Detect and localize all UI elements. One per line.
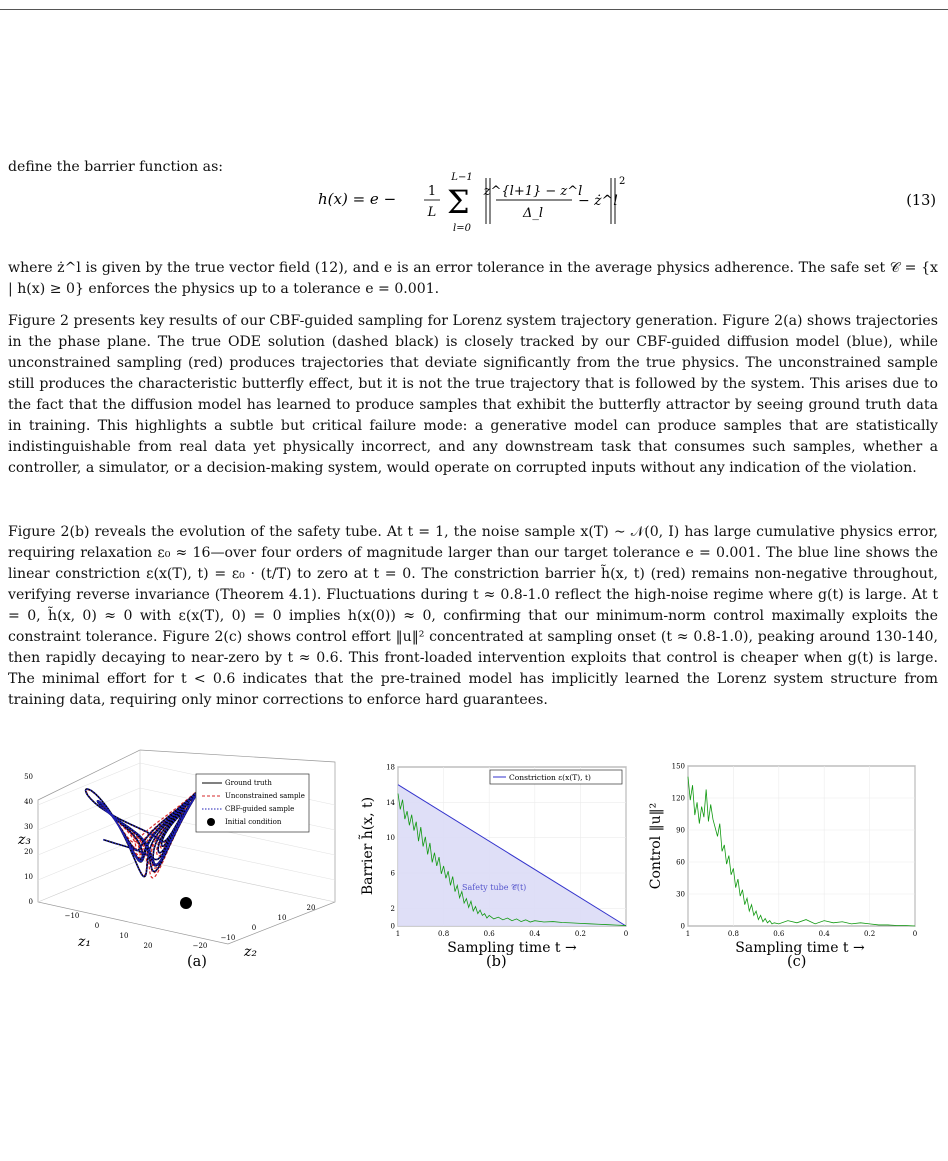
panel-c-ytick-label: 30	[676, 890, 685, 899]
legend-initial-swatch	[207, 818, 215, 826]
panel-b-xtick-label: 0.6	[483, 930, 495, 938]
panel-a-phase-plot	[17, 750, 335, 960]
z-tick-50: 50	[24, 773, 33, 781]
panel-c-ytick-label: 120	[671, 794, 685, 803]
header-rule	[0, 9, 948, 10]
y-tick-10: 10	[277, 914, 287, 922]
z-tick-40: 40	[24, 798, 33, 806]
panel-b-ylabel: Barrier h̃(x, t)	[360, 796, 376, 896]
legend-unconstrained: Unconstrained sample	[225, 792, 305, 800]
panel-a-back-edge-2	[140, 860, 335, 902]
panel-b-xtick-label: 0.2	[574, 930, 586, 938]
z-tick-30: 30	[24, 823, 33, 831]
caption-a: (a)	[187, 954, 207, 970]
panel-a-back-edge	[38, 860, 140, 902]
y-tick-m10: −10	[220, 934, 236, 942]
x-tick-20: 20	[143, 942, 153, 950]
panel-c-ytick-label: 90	[676, 826, 685, 835]
x-tick-10: 10	[119, 932, 129, 940]
panel-b-xtick-label: 1	[395, 930, 401, 938]
panel-b-ytick-label: 2	[390, 904, 395, 913]
panel-c-xtick-label: 0	[912, 930, 918, 938]
safety-tube-label: Safety tube 𝒞̃(t)	[462, 883, 527, 892]
y-tick-20: 20	[306, 904, 316, 912]
panel-b-ytick-label: 14	[386, 798, 395, 807]
panel-c-ylabel: Control ‖u‖²	[648, 802, 664, 890]
panel-b-barrier-plot	[358, 764, 628, 957]
caption-c: (c)	[787, 954, 807, 970]
panel-a-ylabel: z₂	[244, 944, 257, 960]
control-effort-line	[688, 777, 915, 926]
panel-c-xtick-label: 0.8	[727, 930, 739, 938]
panel-c-xtick-label: 0.4	[818, 930, 830, 938]
eq-inner-tail: − ż^l	[578, 193, 618, 209]
panel-c-ytick-label: 0	[680, 922, 685, 931]
panel-b-xtick-label: 0	[623, 930, 629, 938]
panel-c-xtick-label: 0.2	[864, 930, 876, 938]
z-tick-10: 10	[24, 873, 33, 881]
legend-initial: Initial condition	[225, 818, 282, 826]
safety-tube-paragraph: Figure 2(b) reveals the evolution of the safety tube. At t = 1, the noise sample x(T) ∼ 𝒩(0, I) has large cumulative physics error, requiring relaxation ε₀ ≈ 16—over four orders of magnitude larger than our target tolerance e = 0.001. The blue line shows the linear constriction ε(x(T), t) = ε₀ · (t/T) to zero at t = 0. The constriction barrier h̃(x, t) (red) remains non-negative throughout, verifying reverse invariance (Theorem 4.1). Fluctuations during t ≈ 0.8-1.0 reflect the high-noise regime where g(t) is large. At t = 0, h̃(x, 0) ≈ 0 with ε(x(T), 0) = 0 implies h(x(0)) ≈ 0, confirming that our minimum-norm control maximally exploits the constraint tolerance. Figure 2(c) shows control effort ‖u‖² concentrated at sampling onset (t ≈ 0.8-1.0), peaking around 130-140, then rapidly decaying to near-zero by t ≈ 0.6. This front-loaded intervention exploits that control is cheaper when g(t) is large. The minimal effort for t < 0.6 indicates that the pre-trained model has implicitly learned the Lorenz system structure from training data, requiring only minor corrections to enforce hard guarantees.	[8, 524, 938, 708]
panel-a-xlabel: z₁	[78, 934, 91, 950]
panel-c-xtick-label: 1	[685, 930, 691, 938]
panel-b-ytick-label: 6	[390, 869, 395, 878]
initial-condition-marker	[180, 897, 192, 909]
eq-inner-den: Δ_l	[522, 206, 544, 221]
panel-b-ytick-label: 18	[386, 763, 395, 772]
panel-a-zlabel: z₃	[18, 832, 31, 848]
eq-lhs: h(x) = e −	[318, 190, 397, 208]
panel-c-ytick-label: 60	[676, 858, 685, 867]
panel-b-legend-label: Constriction ε(x(T), t)	[509, 773, 591, 782]
panel-b-ytick-label: 0	[390, 922, 395, 931]
z-tick-20: 20	[24, 848, 33, 856]
panel-c-frame	[688, 766, 915, 926]
where-paragraph: where ż^l is given by the true vector field (12), and e is an error tolerance in the average physics adherence. The safe set 𝒞 = {x | h(x) ≥ 0} enforces the physics up to a tolerance e = 0.001.	[8, 260, 938, 297]
eq-sum-bottom: l=0	[453, 223, 471, 234]
panel-b-xtick-label: 0.8	[438, 930, 450, 938]
panel-c-xlabel: Sampling time t →	[735, 940, 865, 956]
intro-paragraph: define the barrier function as:	[8, 159, 224, 175]
legend-cbf: CBF-guided sample	[225, 805, 295, 813]
equation-13	[0, 168, 948, 238]
y-tick-m20: −20	[192, 942, 208, 950]
figure-2	[0, 720, 948, 1161]
x-tick-m10: −10	[64, 912, 80, 920]
panel-c-xtick-label: 0.6	[773, 930, 785, 938]
equation-svg	[0, 168, 948, 246]
panel-c-control-plot	[648, 763, 917, 957]
eq-sigma: Σ	[447, 183, 470, 221]
y-tick-0: 0	[251, 924, 257, 932]
eq-sum-top: L−1	[451, 172, 473, 183]
figure2-paragraph: Figure 2 presents key results of our CBF-guided sampling for Lorenz system trajectory generation. Figure 2(a) shows trajectories in the phase plane. The true ODE solution (dashed black) is closely tracked by our CBF-guided diffusion model (blue), while unconstrained sampling (red) produces trajectories that deviate significantly from the true physics. The unconstrained sample still produces the characteristic butterfly effect, but it is not the true trajectory that is followed by the system. This arises due to the fact that the diffusion model has learned to produce samples that exhibit the butterfly attractor by seeing ground truth data in training. This highlights a subtle but critical failure mode: a generative model can produce samples that are statistically indistinguishable from real data yet physically incorrect, and any downstream task that consumes such samples, whether a controller, a simulator, or a decision-making system, would operate on corrupted inputs without any indication of the violation.	[8, 313, 938, 476]
panel-b-ytick-label: 10	[386, 834, 395, 843]
panel-b-xtick-label: 0.4	[529, 930, 541, 938]
eq-number: (13)	[906, 193, 936, 209]
z-tick-0: 0	[28, 898, 33, 906]
eq-inner-num: z^{l+1} − z^l	[483, 184, 583, 199]
panel-b-xlabel: Sampling time t →	[447, 940, 577, 956]
eq-frac-num: 1	[427, 184, 437, 199]
x-tick-0: 0	[94, 922, 100, 930]
caption-b: (b)	[486, 954, 507, 970]
legend-ground-truth: Ground truth	[225, 779, 272, 787]
panel-c-ytick-label: 150	[671, 762, 685, 771]
eq-frac-den: L	[427, 205, 437, 220]
eq-power: 2	[619, 176, 626, 187]
